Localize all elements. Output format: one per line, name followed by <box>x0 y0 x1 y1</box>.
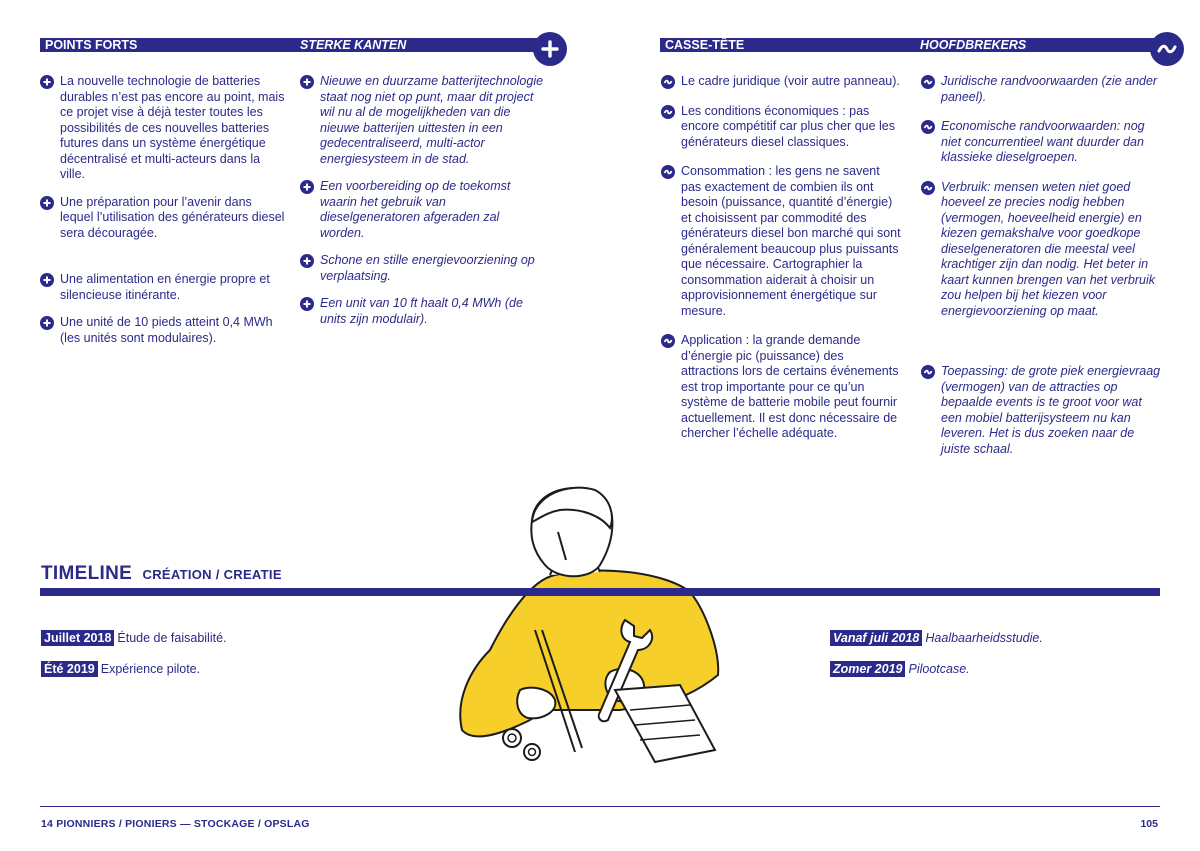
list-item <box>40 315 285 346</box>
list-item <box>661 74 901 90</box>
challenge-fr-text: Application : la grande demande d’énergie pic (puissance) des attractions lors de certains événements est trop importante pour ce qu’un système de batterie mobile peut fournir actuellement. Il est donc nécessaire de chercher l’échelle adéquate. <box>681 333 899 440</box>
tilde-bullet-icon <box>661 165 675 179</box>
challenge-nl-text: Verbruik: mensen weten niet goed hoeveel ze precies nodig hebben (vermogen, hoeveelheid energie) en kiezen gemakshalve voor goedkope dieselgeneratoren die meestal veel krachtiger zijn dan nodig. Het beter in kaart kunnen brengen van het verbruik zou helpen bij het kiezen voor energievoorziening op maat. <box>941 179 1156 318</box>
tilde-bullet-icon <box>921 75 935 89</box>
strength-fr-text: Une préparation pour l’avenir dans lequel l’utilisation des générateurs diesel sera découragée. <box>60 194 285 240</box>
challenges-header-bar <box>660 38 1175 52</box>
timeline-subtitle: CRÉATION / CREATIE <box>142 567 282 582</box>
strengths-header-nl: STERKE KANTEN <box>300 38 407 52</box>
plus-bullet-icon <box>300 254 314 268</box>
tilde-bullet-icon <box>661 75 675 89</box>
page-number: 105 <box>1140 818 1158 830</box>
list-item <box>40 74 285 183</box>
challenge-fr-text: Consommation : les gens ne savent pas exactement de combien ils ont besoin (puissance, quantité d’énergie) et choisissent par commodité des générateurs diesel bon marché qui sont généralement beaucoup plus puissants que nécessaire. Cartographier la consommation aiderait à choisir un approvisionnement énergétique sur mesure. <box>681 164 901 318</box>
list-item <box>40 195 285 242</box>
strength-fr-text: Une unité de 10 pieds atteint 0,4 MWh (les unités sont modulaires). <box>60 315 273 345</box>
list-item <box>921 119 1166 166</box>
strengths-fr-column <box>40 74 285 346</box>
strength-nl-text: Een voorbereiding op de toekomst waarin het gebruik van dieselgeneratoren afgeraden zal worden. <box>320 179 511 240</box>
challenge-nl-text: Toepassing: de grote piek energievraag (vermogen) van de attracties op bepaalde events is te groot voor wat een mobiel batterijsysteem nu kan leveren. Het is dus zoeken naar de juiste schaal. <box>941 364 1161 456</box>
timeline-entry <box>41 630 227 646</box>
strengths-header-bar <box>40 38 555 52</box>
challenges-header-fr: CASSE-TÊTE <box>665 38 745 52</box>
tilde-bullet-icon <box>661 334 675 348</box>
plus-bullet-icon <box>40 196 54 210</box>
tilde-bullet-icon <box>661 105 675 119</box>
timeline-entry <box>41 661 200 677</box>
challenge-fr-text: Le cadre juridique (voir autre panneau). <box>681 74 900 88</box>
strength-fr-text: La nouvelle technologie de batteries durables n’est pas encore au point, mais ce projet vise à déjà tester toutes les possibilités de ces nouvelles batteries futures dans un système énergétique décentralisé et multi-acteurs dans la ville. <box>60 74 285 181</box>
plus-bullet-icon <box>300 180 314 194</box>
tilde-bullet-icon <box>921 181 935 195</box>
strength-nl-text: Een unit van 10 ft haalt 0,4 MWh (de units zijn modulair). <box>320 296 523 326</box>
timeline-entry <box>830 661 970 677</box>
timeline-rule <box>40 588 1160 596</box>
list-item <box>300 74 545 167</box>
challenges-header-nl: HOOFDBREKERS <box>920 38 1027 52</box>
strength-fr-text: Une alimentation en énergie propre et silencieuse itinérante. <box>60 272 270 302</box>
plus-bullet-icon <box>300 75 314 89</box>
plus-bullet-icon <box>40 75 54 89</box>
list-item <box>921 364 1166 457</box>
list-item <box>661 164 901 319</box>
timeline-entry <box>830 630 1043 646</box>
tilde-bullet-icon <box>921 120 935 134</box>
tilde-icon <box>1150 32 1184 66</box>
timeline-text: Expérience pilote. <box>100 662 201 676</box>
timeline-text: Pilootcase. <box>908 662 970 676</box>
challenge-nl-text: Economische randvoorwaarden: nog niet concurrentieel want duurder dan klassieke dieselgroepen. <box>941 119 1145 164</box>
list-item <box>300 253 545 284</box>
list-item <box>921 74 1166 105</box>
list-item <box>300 296 545 327</box>
timeline-date: Vanaf juli 2018 <box>830 630 922 646</box>
list-item <box>40 272 285 303</box>
timeline-date: Zomer 2019 <box>830 661 905 677</box>
list-item <box>661 104 901 151</box>
challenges-fr-column <box>661 74 901 442</box>
timeline-text: Étude de faisabilité. <box>117 631 227 645</box>
plus-bullet-icon <box>300 297 314 311</box>
timeline-date: Juillet 2018 <box>41 630 114 646</box>
footer-rule <box>40 806 1160 807</box>
tilde-bullet-icon <box>921 365 935 379</box>
list-item <box>661 333 901 442</box>
challenge-nl-text: Juridische randvoorwaarden (zie ander paneel). <box>941 74 1158 104</box>
list-item <box>921 180 1166 320</box>
timeline-heading <box>41 563 282 585</box>
timeline-title: TIMELINE <box>41 563 133 584</box>
strengths-nl-column <box>300 74 545 327</box>
list-item <box>300 179 545 241</box>
plus-icon <box>533 32 567 66</box>
footer-section-label: 14 PIONNIERS / PIONIERS — STOCKAGE / OPSLAG <box>41 818 310 830</box>
strength-nl-text: Nieuwe en duurzame batterijtechnologie staat nog niet op punt, maar dit project wil nu al de mogelijkheden van die nieuwe batterijen uittesten in een gedecentraliseerd, multi-actor energiesysteem in de stad. <box>320 74 544 166</box>
plus-bullet-icon <box>40 316 54 330</box>
challenge-fr-text: Les conditions économiques : pas encore compétitif car plus cher que les générateurs diesel classiques. <box>681 103 895 149</box>
timeline-date: Été 2019 <box>41 661 98 677</box>
person-with-wrench-illustration <box>450 480 730 790</box>
challenges-nl-column <box>921 74 1166 457</box>
strength-nl-text: Schone en stille energievoorziening op verplaatsing. <box>320 253 535 283</box>
plus-bullet-icon <box>40 273 54 287</box>
strengths-header-fr: POINTS FORTS <box>45 38 138 52</box>
timeline-text: Haalbaarheidsstudie. <box>925 631 1043 645</box>
